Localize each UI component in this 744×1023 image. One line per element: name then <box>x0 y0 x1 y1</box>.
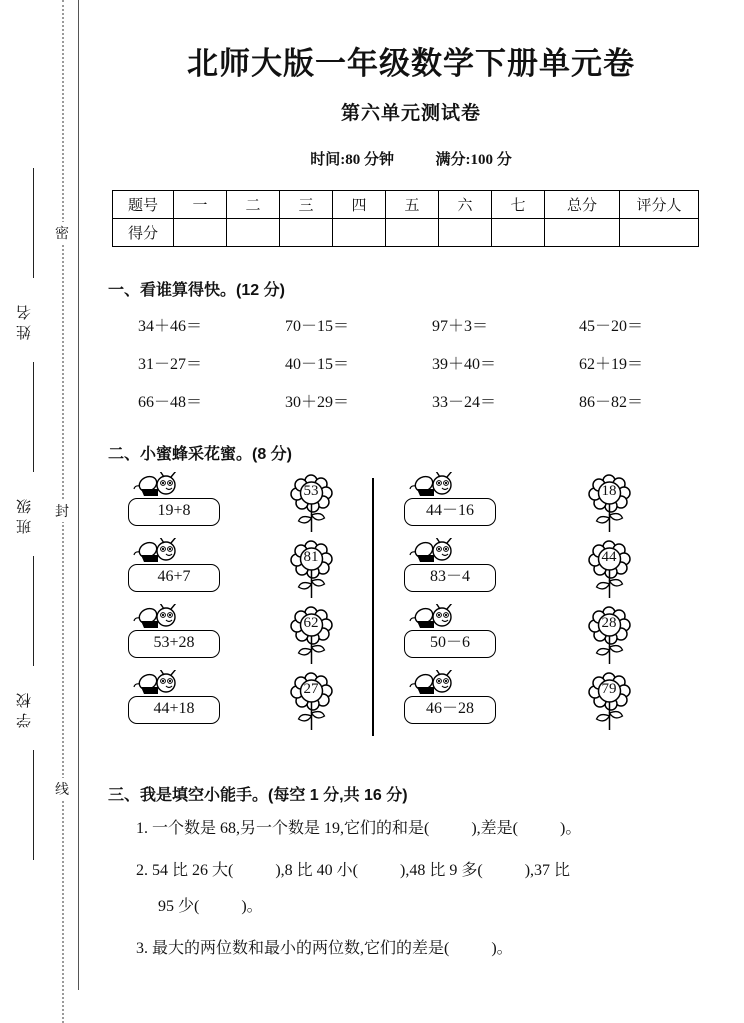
fill-item-2-cont <box>158 893 263 916</box>
bee-item[interactable] <box>128 672 238 734</box>
fill-text: ),8 比 40 小( <box>275 862 359 879</box>
bee-item[interactable] <box>128 606 238 668</box>
fill-item-1 <box>136 815 581 838</box>
flower-item[interactable] <box>288 606 344 670</box>
exam-meta <box>78 148 744 169</box>
section-heading-2: 二、小蜜蜂采花蜜。(8 分) <box>108 446 293 463</box>
margin-rule-2 <box>33 362 34 472</box>
calc-problem: 39＋40＝ <box>432 355 497 373</box>
bee-item[interactable] <box>128 540 238 602</box>
flower-item[interactable] <box>288 672 344 736</box>
calc-row <box>108 381 698 419</box>
flower-item[interactable] <box>586 672 642 736</box>
fill-item-2 <box>136 857 570 880</box>
fill-text: ),48 比 9 多( <box>400 862 483 879</box>
col-header-3: 三 <box>280 191 333 219</box>
bee-expression: 46－28 <box>404 696 496 724</box>
margin-label-school: 学校 <box>17 688 33 728</box>
calc-problem: 70－15＝ <box>285 317 350 335</box>
bee-item[interactable] <box>128 474 238 536</box>
col-header-4: 四 <box>333 191 386 219</box>
score-cell-grader[interactable] <box>620 219 699 247</box>
calc-problem: 86－82＝ <box>579 393 644 411</box>
fill-text: )。 <box>560 820 582 837</box>
bee-expression: 46+7 <box>128 564 220 592</box>
bee-expression: 44－16 <box>404 498 496 526</box>
score-cell-1[interactable] <box>174 219 227 247</box>
calc-problem: 30＋29＝ <box>285 393 350 411</box>
col-header-7: 七 <box>492 191 545 219</box>
col-header-5: 五 <box>386 191 439 219</box>
calc-problem: 34＋46＝ <box>138 317 203 335</box>
bee-item[interactable] <box>404 474 514 536</box>
section-heading-1: 一、看谁算得快。(12 分) <box>108 282 285 299</box>
col-header-1: 一 <box>174 191 227 219</box>
margin-rule-4 <box>33 750 34 860</box>
flower-item[interactable] <box>586 474 642 538</box>
flower-item[interactable] <box>586 540 642 604</box>
fill-text: 95 少( <box>158 898 200 915</box>
col-header-2: 二 <box>227 191 280 219</box>
section-heading-3: 三、我是填空小能手。(每空 1 分,共 16 分) <box>108 787 408 804</box>
score-cell-4[interactable] <box>333 219 386 247</box>
flower-number: 27 <box>303 681 319 697</box>
seal-char-xian: 线 <box>51 778 73 800</box>
flower-number: 18 <box>601 483 617 499</box>
flower-number: 44 <box>601 549 617 565</box>
calc-problem: 40－15＝ <box>285 355 350 373</box>
calc-problem: 33－24＝ <box>432 393 497 411</box>
flower-number: 62 <box>303 615 319 631</box>
bee-expression: 50－6 <box>404 630 496 658</box>
bee-expression: 83－4 <box>404 564 496 592</box>
bee-expression: 53+28 <box>128 630 220 658</box>
fill-text: )。 <box>241 898 263 915</box>
margin-label-class: 班级 <box>17 494 33 534</box>
table-row-score <box>113 219 699 247</box>
seal-char-mi: 密 <box>51 222 73 244</box>
bee-item[interactable] <box>404 540 514 602</box>
bee-item[interactable] <box>404 672 514 734</box>
fill-text: 1. 一个数是 68,另一个数是 19,它们的和是( <box>136 820 430 837</box>
page-title: 北师大版一年级数学下册单元卷 <box>187 46 635 81</box>
score-cell-3[interactable] <box>280 219 333 247</box>
flower-number: 28 <box>601 615 617 631</box>
calc-row <box>108 305 698 343</box>
calc-problem: 31－27＝ <box>138 355 203 373</box>
bee-expression: 19+8 <box>128 498 220 526</box>
col-header-total: 总分 <box>545 191 620 219</box>
fill-text: )。 <box>491 940 513 957</box>
bee-flower-row <box>108 672 708 738</box>
fill-text: ),差是( <box>471 820 519 837</box>
score-cell-2[interactable] <box>227 219 280 247</box>
bee-flower-row <box>108 540 708 606</box>
score-cell-7[interactable] <box>492 219 545 247</box>
margin-rule-1 <box>33 168 34 278</box>
margin-label-name: 姓名 <box>17 300 33 340</box>
row-label-question: 题号 <box>113 191 174 219</box>
calc-row <box>108 343 698 381</box>
page-subtitle: 第六单元测试卷 <box>340 103 481 124</box>
flower-number: 79 <box>601 681 617 697</box>
fill-text: 2. 54 比 26 大( <box>136 862 234 879</box>
row-label-score: 得分 <box>113 219 174 247</box>
bee-flower-row <box>108 474 708 540</box>
flower-item[interactable] <box>288 540 344 604</box>
flower-number: 53 <box>303 483 319 499</box>
bee-expression: 44+18 <box>128 696 220 724</box>
col-header-grader: 评分人 <box>620 191 699 219</box>
bee-flower-row <box>108 606 708 672</box>
score-cell-6[interactable] <box>439 219 492 247</box>
col-header-6: 六 <box>439 191 492 219</box>
fullmark-label: 满分:100 分 <box>435 152 512 168</box>
calc-problem: 97＋3＝ <box>432 317 489 335</box>
flower-item[interactable] <box>586 606 642 670</box>
calc-grid <box>108 305 698 419</box>
calc-problem: 66－48＝ <box>138 393 203 411</box>
flower-number: 81 <box>303 549 319 565</box>
fill-text: ),37 比 <box>524 862 571 879</box>
calc-problem: 62＋19＝ <box>579 355 644 373</box>
score-cell-5[interactable] <box>386 219 439 247</box>
fill-text: 3. 最大的两位数和最小的两位数,它们的差是( <box>136 940 450 957</box>
score-cell-total[interactable] <box>545 219 620 247</box>
score-table <box>112 190 699 247</box>
bee-item[interactable] <box>404 606 514 668</box>
time-label: 时间:80 分钟 <box>310 152 394 168</box>
table-row-header <box>113 191 699 219</box>
flower-item[interactable] <box>288 474 344 538</box>
bee-flower-area <box>108 470 708 740</box>
seal-char-feng: 封 <box>51 500 73 522</box>
fill-item-3 <box>136 935 513 958</box>
calc-problem: 45－20＝ <box>579 317 644 335</box>
margin-rule-3 <box>33 556 34 666</box>
